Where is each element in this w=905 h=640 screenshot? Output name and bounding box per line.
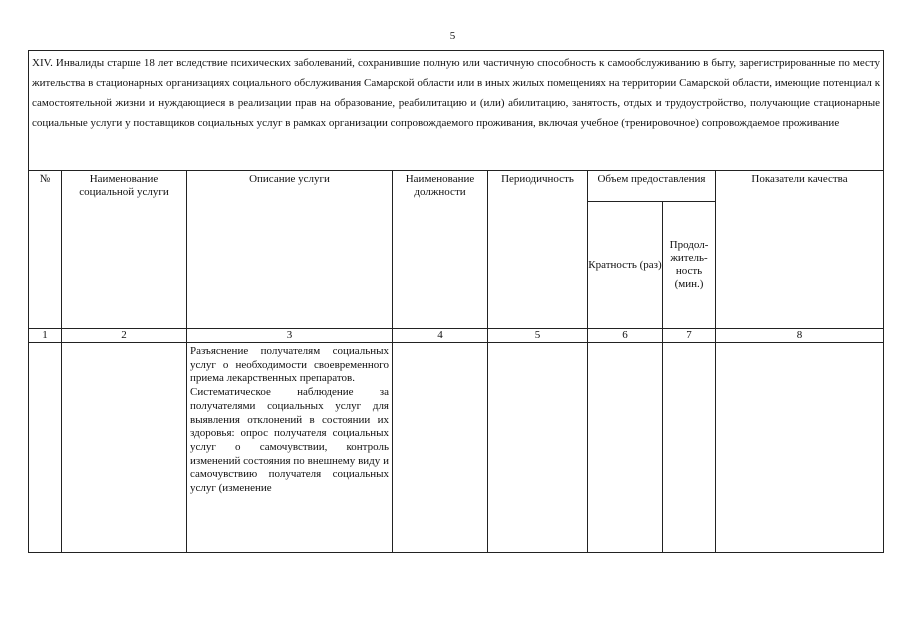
header-duration: Продол-житель-ность (мин.) (663, 202, 716, 329)
column-number-2: 2 (62, 329, 187, 343)
cell-description (187, 343, 393, 553)
table-row (29, 343, 884, 553)
header-position: Наименование должности (393, 171, 488, 329)
column-number-1: 1 (29, 329, 62, 343)
column-number-6: 6 (588, 329, 663, 343)
cell-position (393, 343, 488, 553)
header-volume: Объем предоставления (588, 171, 716, 202)
header-service-name: Наименование социальной услуги (62, 171, 187, 329)
header-periodicity: Периодичность (488, 171, 588, 329)
header-multiplicity: Кратность (раз) (588, 202, 663, 329)
header-description: Описание услуги (187, 171, 393, 329)
column-number-5: 5 (488, 329, 588, 343)
column-number-4: 4 (393, 329, 488, 343)
services-table (28, 50, 884, 553)
column-number-8: 8 (716, 329, 884, 343)
cell-num (29, 343, 62, 553)
description-paragraph-1: Разъяснение получателям социальных услуг о необходимости своевременного приема лекарственных препаратов. (190, 345, 389, 385)
cell-quality (716, 343, 884, 553)
column-number-7: 7 (663, 329, 716, 343)
header-quality: Показатели качества (716, 171, 884, 329)
description-paragraph-2: Систематическое наблюдение за получателями социальных услуг для выявления отклонений в состоянии их здоровья: опрос получателя социальных услуг о самочувствии, контроль изменений состояния по внешнему виду и самочувствию получателя социальных услуг (изменение (190, 386, 389, 495)
column-number-3: 3 (187, 329, 393, 343)
header-num: № (29, 171, 62, 329)
section-caption: XIV. Инвалиды старше 18 лет вследствие психических заболеваний, сохранившие полную или частичную способность к самообслуживанию в быту, зарегистрированные по месту жительства в стационарных организациях социального обслуживания Самарской области или в иных жилых помещениях на территории Самарской области, имеющие потенциал к самостоятельной жизни и нуждающиеся в реализации прав на образование, реабилитацию и (или) абилитацию, занятость, отдых и трудоустройство, получающие стационарные социальные услуги у поставщиков социальных услуг в рамках организации сопровождаемого проживания, включая учебное (тренировочное) сопровождаемое проживание (29, 51, 884, 171)
cell-periodicity (488, 343, 588, 553)
page-number: 5 (449, 30, 456, 42)
cell-duration (663, 343, 716, 553)
cell-service-name (62, 343, 187, 553)
cell-multiplicity (588, 343, 663, 553)
